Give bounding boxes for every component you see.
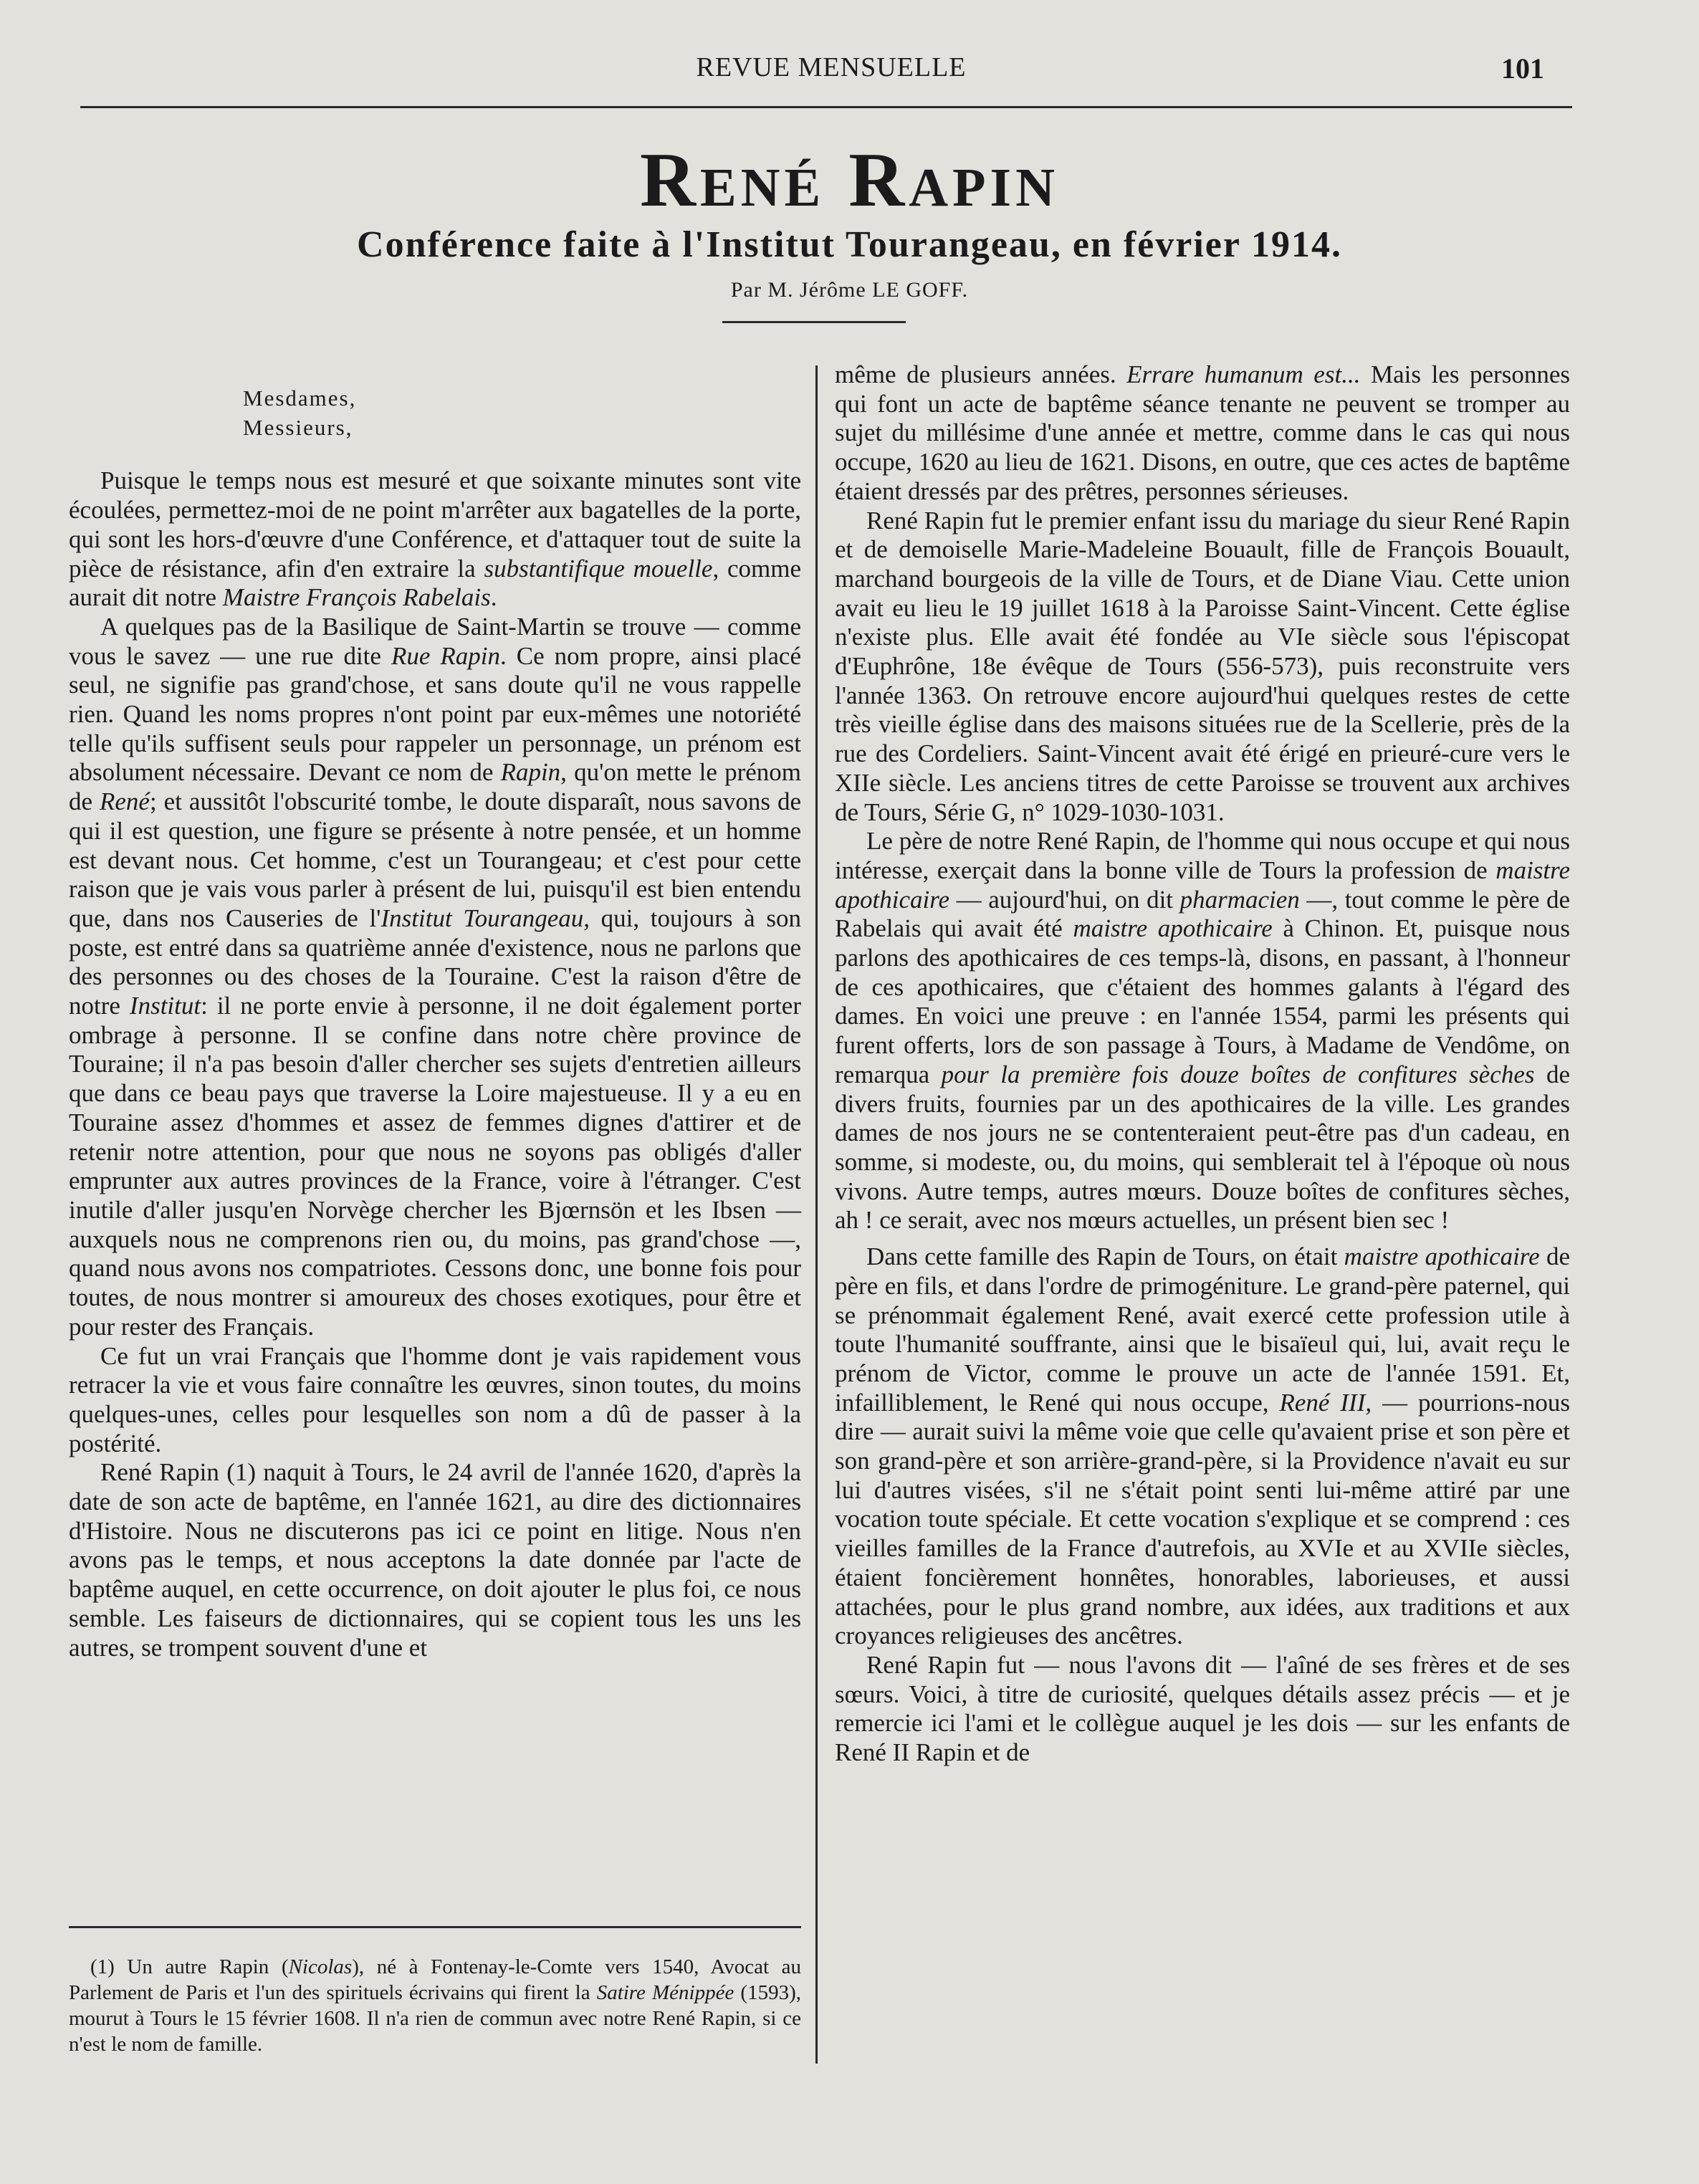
italic-text: Errare humanum est... <box>1126 360 1361 388</box>
text: ), né à Fontenay-le-Comte vers 1540, Avocat au Parlement de Paris et l'un des spirituels écrivains qui firent la <box>69 1955 801 2004</box>
article-title: René Rapin <box>639 138 1060 223</box>
text: de père en fils, et dans l'ordre de primogéniture. Le grand-père paternel, qui se prénommait également René, avait exercé cette profession utile à toute l'humanité souffrante, ainsi que le bisaïeul qui, lui, avait reçu le prénom de Victor, comme le prouve un acte de l'année 1591. Et, infailliblement, le René qui nous occupe, <box>835 1242 1570 1417</box>
text: (1) Un autre Rapin ( <box>90 1955 289 1978</box>
italic-text: substantifique mouelle <box>484 554 713 583</box>
running-head <box>79 52 1584 95</box>
italic-text: maistre apothicaire <box>1344 1242 1540 1271</box>
italic-text: Rapin <box>500 758 561 787</box>
text: . Ce nom propre, ainsi placé seul, ne signifie pas grand'chose, et sans doute qu'il ne vous rappelle rien. Quand les noms propres n'ont point par eux-mêmes une notoriété telle qu'ils suffisent seuls pour rappeler un personnage, un prénom est absolument nécessaire. Devant ce nom de <box>69 641 801 787</box>
text: qui, toujours à son poste, est entré dans sa quatrième année d'existence, nous ne parlons que des personnes ou des choses de la Touraine. C'est la raison d'être de notre <box>69 904 801 1020</box>
italic-text: Rue Rapin <box>391 641 501 670</box>
text: A quelques pas de la Basilique de Saint-Martin se trouve — comme vous le savez — une rue dite <box>69 612 801 670</box>
italic-text: Institut <box>129 992 201 1020</box>
italic-text: René <box>100 787 150 816</box>
text: à Chinon. Et, puisque nous parlons des apothicaires de ces temps-là, disons, en passant, à l'honneur de ces apothicaires, que c'étaient des hommes galants à l'égard des dames. En voici une preuve : en l'année 1554, parmi les présents qui furent offerts, lors de son passage à Tours, à Madame de Vendôme, on remarqua <box>835 914 1570 1088</box>
paragraph: René Rapin (1) naquit à Tours, le 24 avril de l'année 1620, d'après la date de son acte de baptême, en l'année 1621, au dire des dictionnaires d'Histoire. Nous ne discuterons pas ici ce point en litige. Nous n'en avons pas le temps, et nous acceptons la date donnée par l'acte de baptême auquel, en cette occurrence, on doit ajouter le plus foi, ce nous semble. Les faiseurs de dictionnaires, qui se copient tous les uns les autres, se trompent souvent d'une et <box>69 1458 801 1662</box>
paragraph: René Rapin fut le premier enfant issu du mariage du sieur René Rapin et de demoiselle Marie-Madeleine Bouault, fille de François Bouault, marchand bourgeois de la ville de Tours, et de Diane Viau. Cette union avait eu lieu le 19 juillet 1618 à la Paroisse Saint-Vincent. Cette église n'existe plus. Elle avait été fondée au VIe siècle sous l'épiscopat d'Euphrône, 18e évêque de Tours (556-573), puis reconstruite vers l'année 1363. On retrouve encore aujourd'hui quelques restes de cette très vieille église dans des maisons situées rue de la Scellerie, près de la rue des Cordeliers. Saint-Vincent avait été érigé en prieuré-cure vers le XIIe siècle. Les anciens titres de cette Paroisse se trouvent aux archives de Tours, Série G, n° 1029-1030-1031. <box>835 506 1570 826</box>
italic-text: pharmacien <box>1179 885 1300 914</box>
text: Mais les personnes qui font un acte de baptême séance tenante ne peuvent se tromper au sujet du millésime d'une année et mettre, comme dans le cas qui nous occupe, 1620 au lieu de 1621. Disons, en outre, que ces actes de baptême étaient dressés par des prêtres, personnes sérieuses. <box>835 360 1570 505</box>
header-rule <box>80 106 1572 108</box>
text: ; et aussitôt l'obscurité tombe, le doute disparaît, nous savons de qui il est question, une figure se présente à notre pensée, et un homme est devant nous. Cet homme, c'est un Tourangeau; et c'est pour cette raison que je vais vous parler à présent de lui, puisqu'il est bien entendu que, dans nos Causeries de l' <box>69 787 801 932</box>
paragraph <box>69 613 801 1342</box>
text: , comme aurait dit notre <box>69 554 801 612</box>
paragraph: Ce fut un vrai Français que l'homme dont je vais rapidement vous retracer la vie et vous faire connaître les œuvres, sinon toutes, du moins quelques-unes, celles pour lesquelles son nom a dû de passer à la postérité. <box>69 1341 801 1457</box>
italic-text: maistre apothicaire <box>835 856 1570 914</box>
italic-text: pour la première fois douze boîtes de confitures sèches <box>941 1060 1535 1088</box>
paragraph <box>835 1242 1570 1651</box>
column-divider <box>815 365 818 2064</box>
text: — aujourd'hui, on dit <box>949 885 1180 914</box>
italic-text: Institut Tourangeau, <box>381 904 590 932</box>
salutation-mesdames: Mesdames, <box>243 385 357 411</box>
paragraph <box>69 466 801 613</box>
text: de divers fruits, fournies par un des apothicaires de la ville. Les grandes dames de nos jours ne se contenteraient peut-être pas d'un cadeau, en somme, si modeste, ou, du moins, qui semblerait tel à l'époque où nous vivons. Autre temps, autres mœurs. Douze boîtes de confitures sèches, ah ! ce serait, avec nos mœurs actuelles, un présent bien sec ! <box>835 1060 1571 1235</box>
left-column <box>69 384 801 1662</box>
paragraph <box>835 360 1570 507</box>
text: même de plusieurs années. <box>835 360 1127 388</box>
italic-text: Maistre François Rabelais <box>222 583 491 612</box>
running-title: REVUE MENSUELLE <box>696 52 967 82</box>
text: —, tout comme le père de Rabelais qui avait été <box>835 885 1570 943</box>
text: — pourrions-nous dire — aurait suivi la même voie que celle qu'avaient prise et son père et son grand-père et son arrière-grand-père, si la Providence n'avait eu sur lui d'autres visées, s'il ne s'était point senti lui-même attiré par une vocation toute spéciale. Et cette vocation s'explique et se comprend : ces vieilles familles de la France d'autrefois, au XVIe et au XVIIe siècles, étaient foncièrement honnêtes, honorables, laborieuses, et aussi attachées, pour le plus grand nombre, aux idées, aux traditions et aux croyances religieuses des ancêtres. <box>835 1388 1570 1650</box>
italic-text: Nicolas <box>288 1955 353 1978</box>
title-rule <box>722 321 906 323</box>
text: Dans cette famille des Rapin de Tours, on était <box>866 1242 1344 1271</box>
italic-text: Satire Ménippée <box>596 1981 734 2004</box>
byline: Par M. Jérôme LE GOFF. <box>730 278 969 302</box>
italic-text: René III, <box>1279 1388 1372 1417</box>
footnote <box>69 1954 801 2057</box>
text: . <box>490 583 497 612</box>
text: , qu'on mette le prénom de <box>69 758 801 816</box>
paragraph: René Rapin fut — nous l'avons dit — l'aîné de ses frères et de ses sœurs. Voici, à titre de curiosité, quelques détails assez précis — et je remercie ici l'ami et le collègue auquel je les dois — sur les enfants de René II Rapin et de <box>835 1650 1570 1767</box>
text: : il ne porte envie à personne, il ne doit également porter ombrage à personne. Il se confine dans notre chère province de Touraine; il n'a pas besoin d'aller chercher ses sujets d'entretien ailleurs que dans ce beau pays que traverse la Loire majestueuse. Il y a eu en Touraine assez d'hommes et assez de femmes dignes d'attirer et de retenir notre attention, pour que nous ne soyons pas obligés d'aller emprunter aux autres provinces de la France, voire à l'étranger. C'est inutile d'aller jusqu'en Norvège chercher les Bjœrnsön et les Ibsen — auxquels nous ne comprenons rien ou, du moins, pas grand'chose —, quand nous avons nos compatriotes. Cessons donc, une bonne fois pour toutes, de nous montrer si amoureux des choses exotiques, pour être et pour rester des Français. <box>69 992 801 1341</box>
article-subtitle: Conférence faite à l'Institut Tourangeau, en février 1914. <box>357 224 1342 265</box>
footnote-rule <box>69 1926 801 1928</box>
text: (1593), mourut à Tours le 15 février 1608. Il n'a rien de commun avec notre René Rapin, si ce n'est le nom de famille. <box>69 1981 801 2056</box>
salutation-messieurs: Messieurs, <box>243 414 353 440</box>
paragraph <box>835 827 1570 1235</box>
text: Puisque le temps nous est mesuré et que soixante minutes sont vite écoulées, permettez-moi de ne point m'arrêter aux bagatelles de la porte, qui sont les hors-d'œuvre d'une Conférence, et d'attaquer tout de suite la pièce de résistance, afin d'en extraire la <box>69 466 801 583</box>
italic-text: maistre apothicaire <box>1073 914 1273 943</box>
text: Le père de notre René Rapin, de l'homme qui nous occupe et qui nous intéresse, exerçait dans la bonne ville de Tours la profession de <box>835 827 1570 884</box>
page-number: 101 <box>1501 52 1544 85</box>
right-column <box>835 360 1570 1768</box>
